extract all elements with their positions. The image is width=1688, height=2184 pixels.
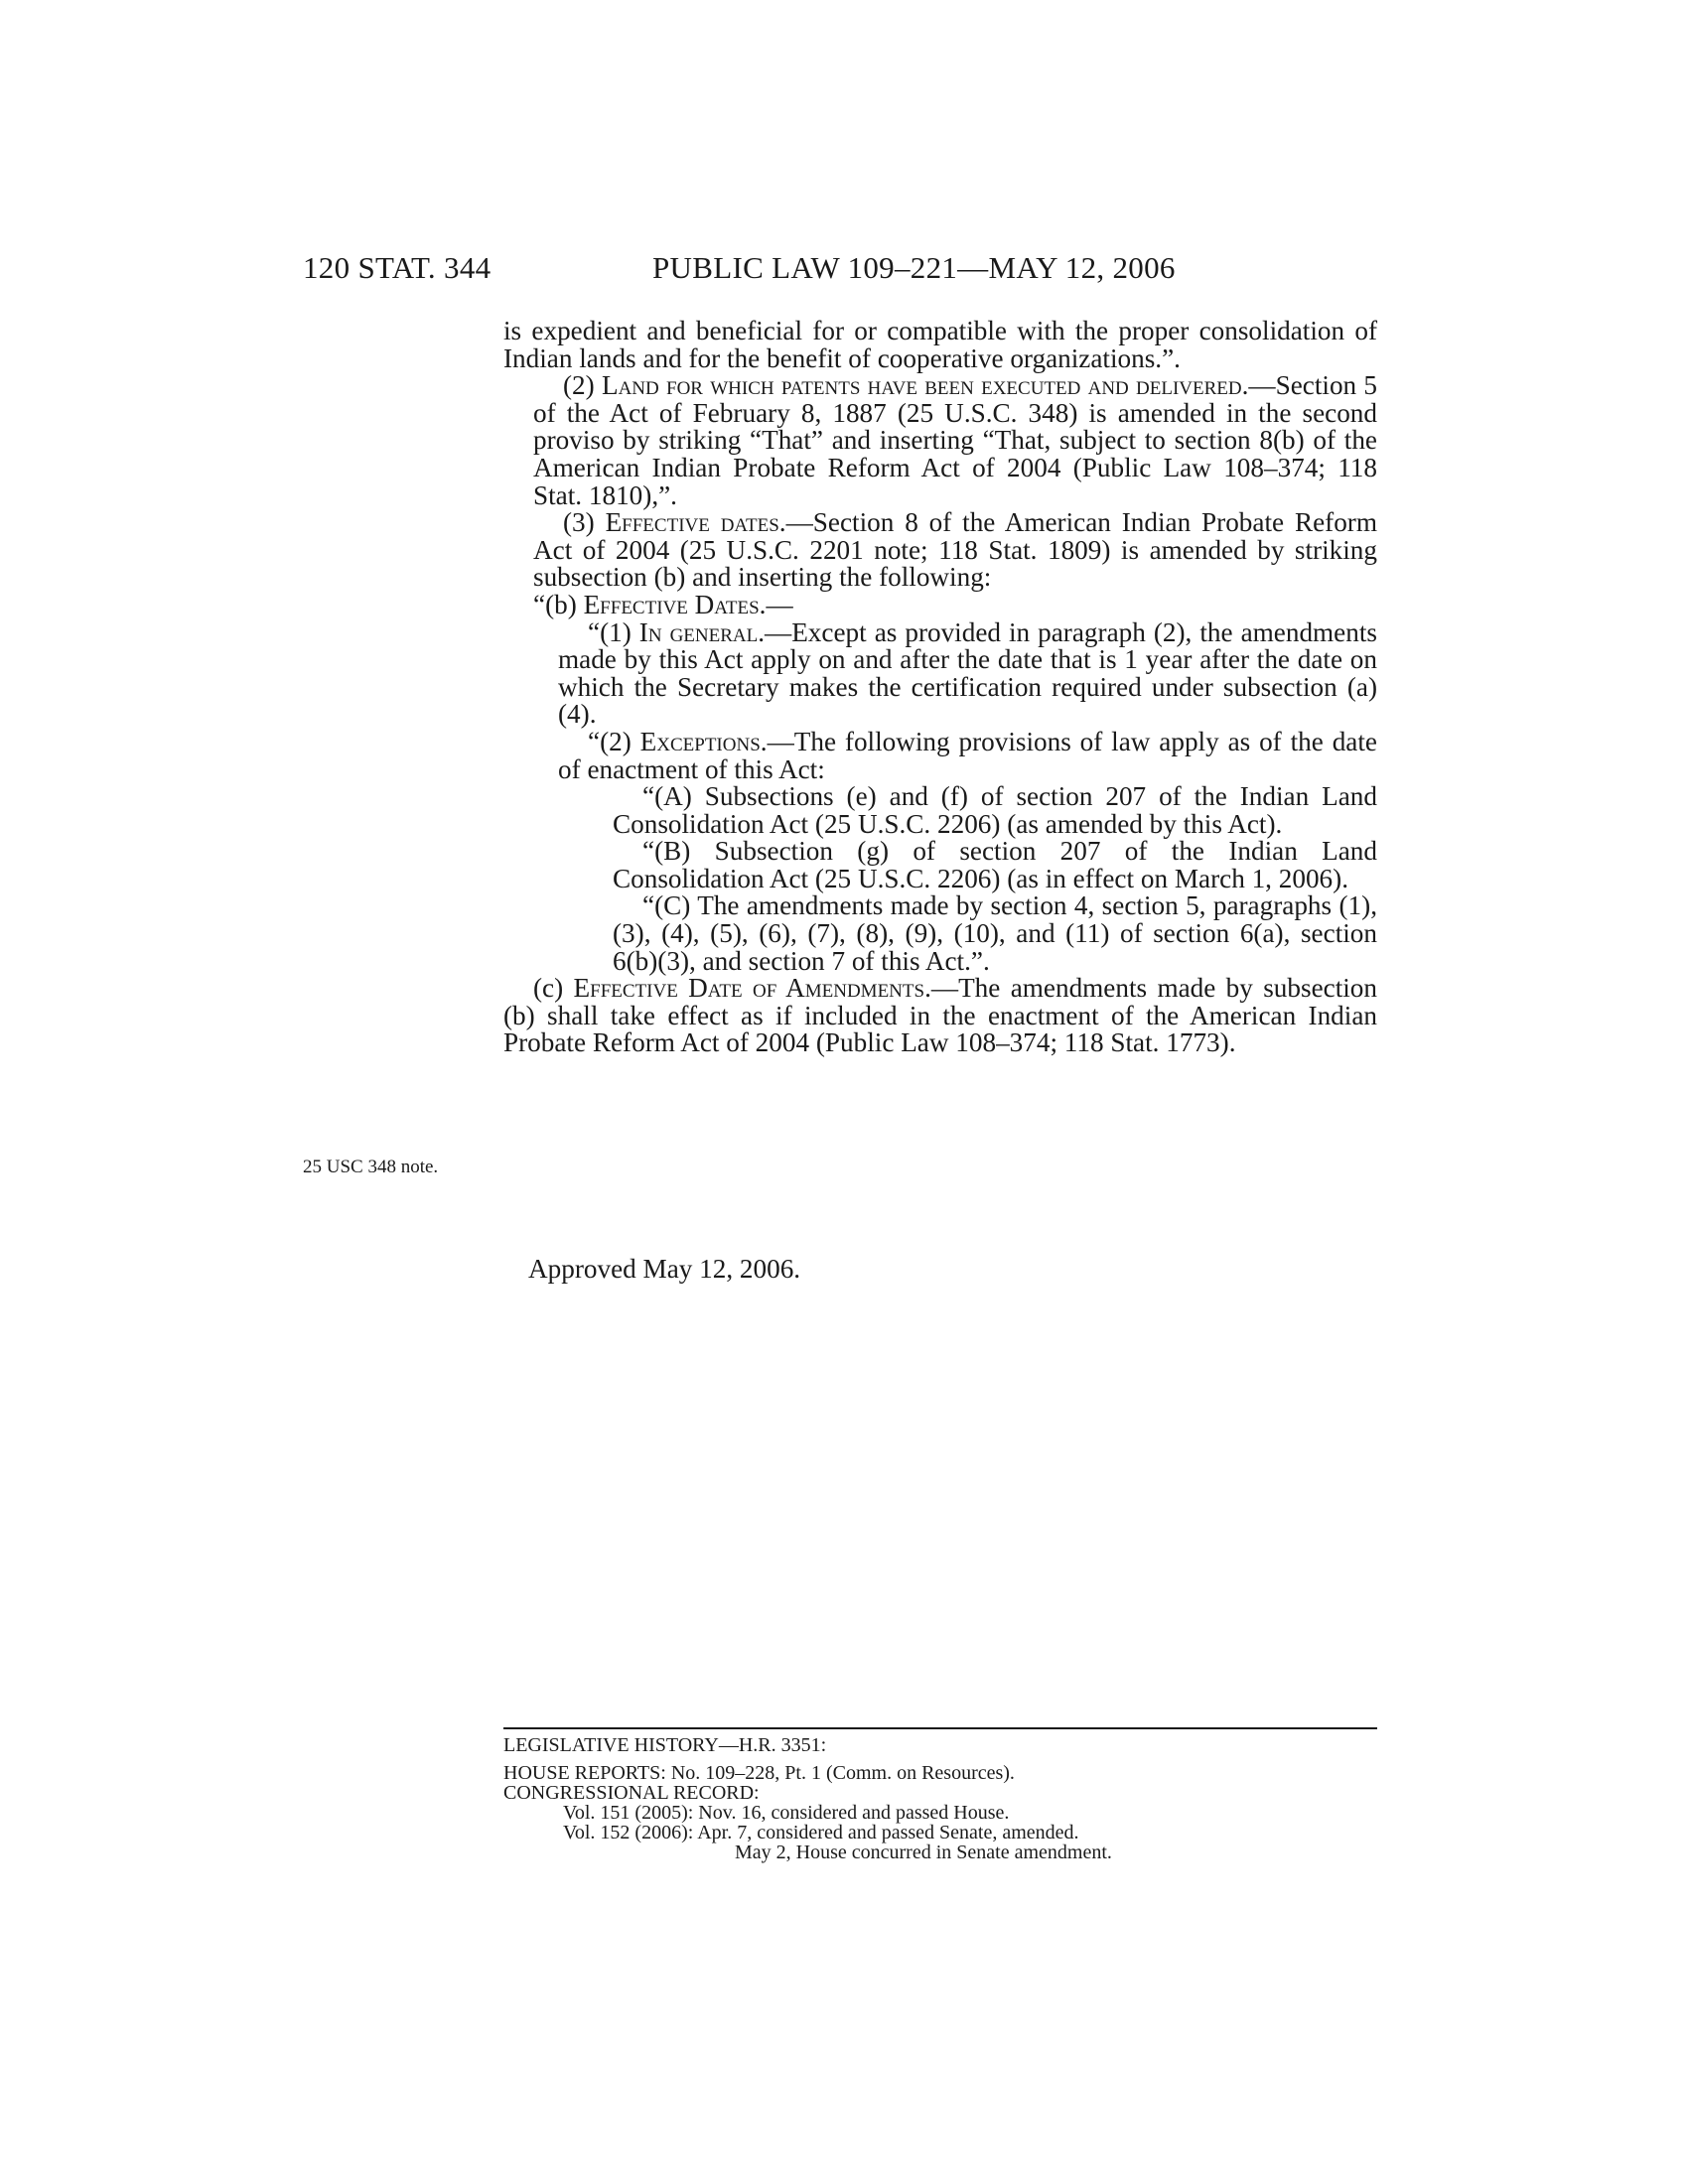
- paragraph-3: (3) Effective dates.—Section 8 of the American Indian Probate Reform Act of 2004 (25 U.S.C. 2201 note; 118 Stat. 1809) is amended by striking subsection (b) and inserting the following:: [533, 507, 1377, 593]
- paragraph-2: (2) Land for which patents have been executed and delivered.—Section 5 of the Act of February 8, 1887 (25 U.S.C. 348) is amended in the second proviso by striking “That” and inserting “That, subject to section 8(b) of the American Indian Probate Reform Act of 2004 (Public Law 108–374; 118 Stat. 1810),”.: [533, 370, 1377, 510]
- subsection-b-2-C: “(C) The amendments made by section 4, section 5, paragraphs (1), (3), (4), (5), (6), (7), (8), (9), (10), and (11) of section 6(a), section 6(b)(3), and section 7 of this Act.”.: [613, 890, 1377, 976]
- subsection-c: (c) Effective Date of Amendments.—The amendments made by subsection (b) shall take effect as if included in the enactment of the American Indian Probate Reform Act of 2004 (Public Law 108–374; 118 Stat. 1773).: [503, 973, 1377, 1058]
- continued-paragraph: is expedient and beneficial for or compatible with the proper consolidation of Indian lands and for the benefit of cooperative organizations.”.: [503, 316, 1377, 373]
- subsection-b: “(b) Effective Dates.—: [533, 589, 793, 619]
- subsection-b-1-heading: In general.: [638, 616, 766, 647]
- paragraph-3-heading: Effective dates.: [605, 507, 786, 538]
- subsection-b-heading: Effective Dates.: [583, 589, 767, 619]
- legislative-history-title: LEGISLATIVE HISTORY—H.R. 3351:: [503, 1734, 827, 1756]
- record-vol-151: Vol. 151 (2005): Nov. 16, considered and passed House.: [563, 1802, 1010, 1824]
- statute-body: [503, 318, 1377, 1057]
- running-header: [303, 250, 1360, 290]
- house-reports: HOUSE REPORTS: No. 109–228, Pt. 1 (Comm. on Resources).: [503, 1762, 1015, 1784]
- subsection-b-2-B: “(B) Subsection (g) of section 207 of the Indian Land Consolidation Act (25 U.S.C. 2206) (as in effect on March 1, 2006).: [613, 836, 1377, 893]
- subsection-b-1: “(1) In general.—Except as provided in paragraph (2), the amendments made by this Act apply on and after the date that is 1 year after the date on which the Secretary makes the certification required under subsection (a)(4).: [558, 616, 1377, 730]
- record-vol-152-continued: May 2, House concurred in Senate amendment.: [735, 1842, 1112, 1863]
- law-title: PUBLIC LAW 109–221—MAY 12, 2006: [652, 250, 1176, 285]
- subsection-b-2-A: “(A) Subsections (e) and (f) of section 207 of the Indian Land Consolidation Act (25 U.S.C. 2206) (as amended by this Act).: [613, 781, 1377, 839]
- margin-note: 25 USC 348 note.: [303, 1157, 439, 1177]
- page-number: 120 STAT. 344: [303, 250, 492, 285]
- subsection-b-2: “(2) Exceptions.—The following provisions of law apply as of the date of enactment of this Act:: [558, 726, 1377, 784]
- subsection-c-heading: Effective Date of Amendments.: [573, 973, 931, 1004]
- subsection-b-2-heading: Exceptions.: [639, 726, 768, 756]
- legislative-history: [503, 1727, 1377, 1862]
- congressional-record: CONGRESSIONAL RECORD:: [503, 1782, 760, 1804]
- paragraph-2-heading: Land for which patents have been executed and delivered.: [601, 370, 1249, 401]
- approved-date: Approved May 12, 2006.: [528, 1254, 801, 1284]
- record-vol-152: Vol. 152 (2006): Apr. 7, considered and passed Senate, amended.: [563, 1822, 1079, 1843]
